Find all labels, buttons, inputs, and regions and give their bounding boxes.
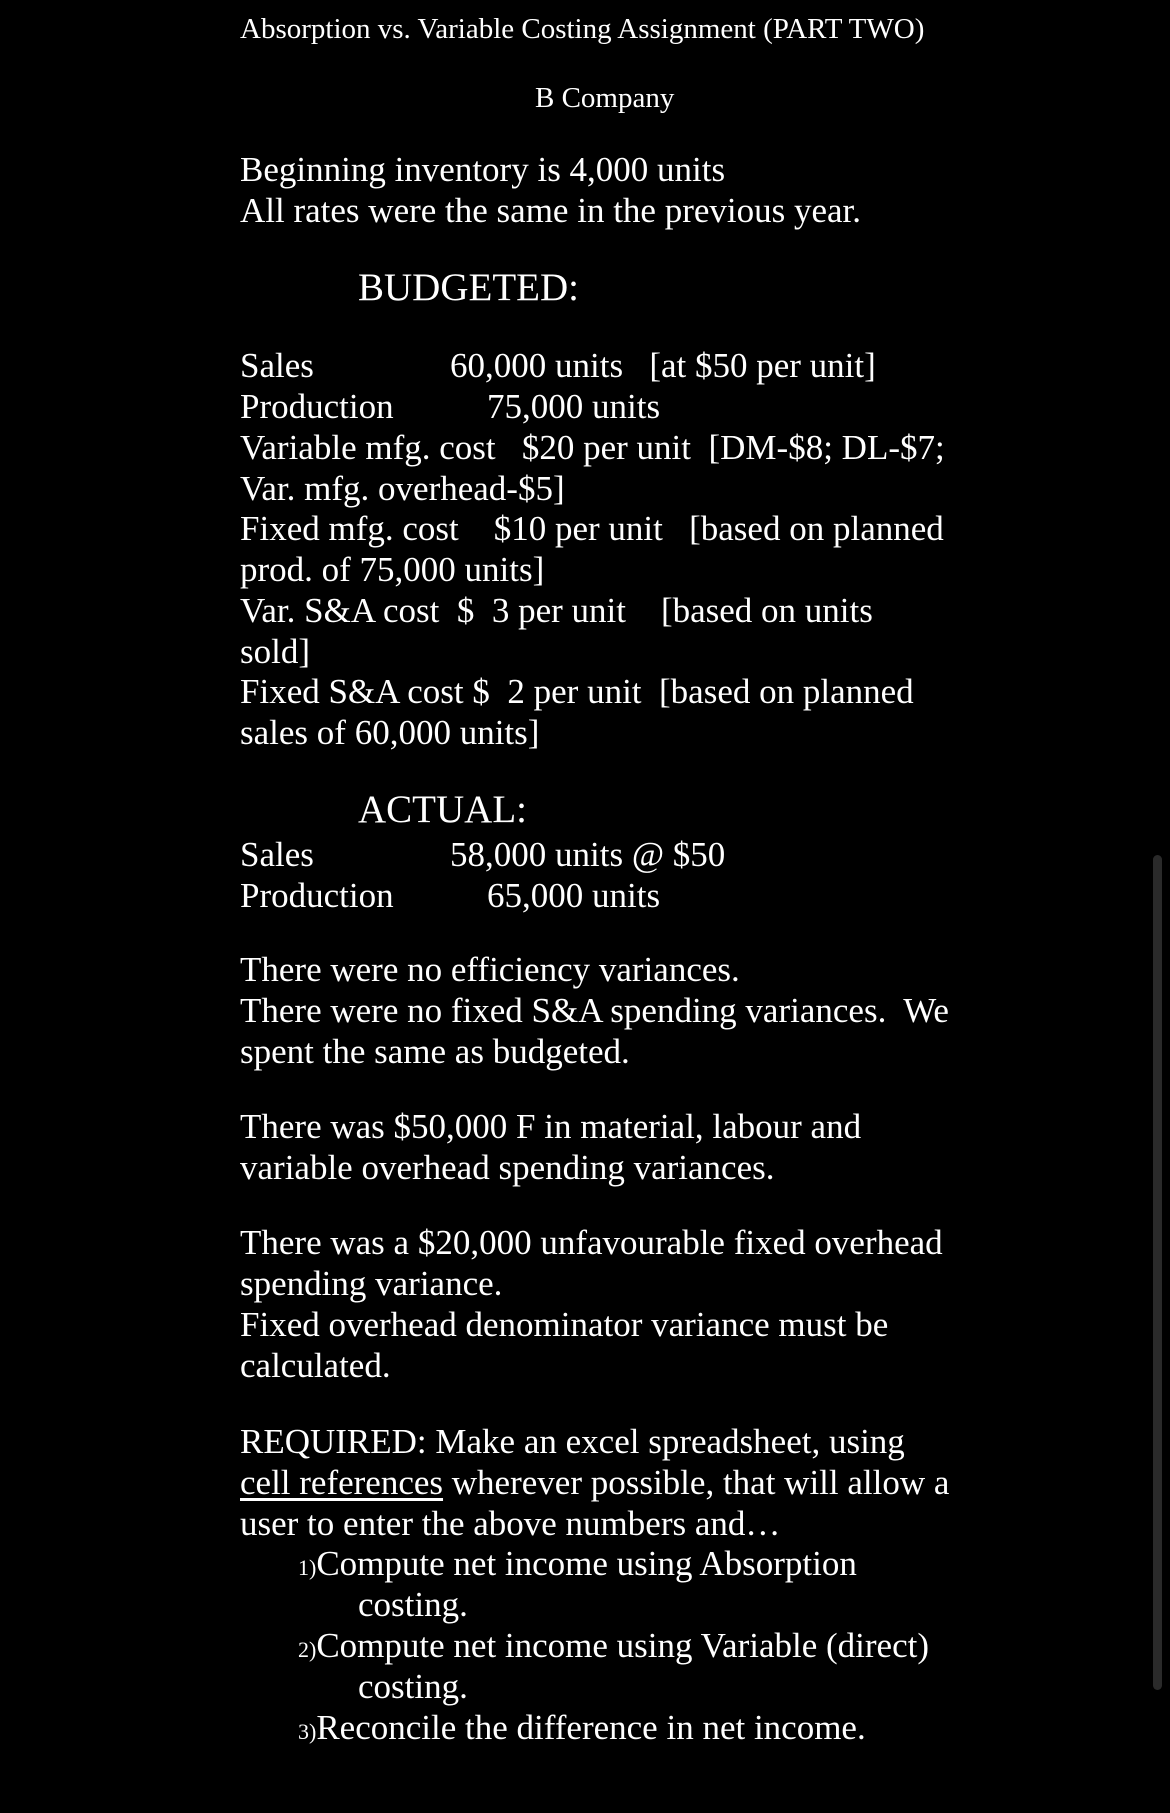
budgeted-production-value: 75,000 units	[487, 387, 661, 426]
budgeted-sales-label: Sales	[240, 346, 314, 385]
item-text: Compute net income using Variable (direct)	[316, 1626, 929, 1665]
item-number: 1)	[298, 1555, 317, 1580]
actual-sales-label: Sales	[240, 835, 314, 874]
intro-line: Beginning inventory is 4,000 units	[240, 150, 726, 189]
note-line: There were no efficiency variances.	[240, 950, 740, 989]
actual-production-label: Production	[240, 876, 394, 915]
required-item	[298, 1710, 866, 1745]
item-number: 3)	[298, 1719, 317, 1744]
required-line: user to enter the above numbers and…	[240, 1504, 781, 1543]
note-line: spending variance.	[240, 1264, 503, 1303]
intro-line: All rates were the same in the previous year.	[240, 191, 862, 230]
budgeted-sales-value: 60,000 units [at $50 per unit]	[450, 346, 876, 385]
variable-sa-cost-cont: sold]	[240, 632, 310, 671]
actual-sales-value: 58,000 units @ $50	[450, 835, 726, 874]
required-line-2-rest: wherever possible, that will allow a	[443, 1463, 950, 1502]
item-text: Reconcile the difference in net income.	[316, 1708, 866, 1747]
required-item	[298, 1546, 857, 1581]
actual-production-value: 65,000 units	[487, 876, 661, 915]
note-line: There was a $20,000 unfavourable fixed overhead	[240, 1223, 943, 1262]
note-line: There was $50,000 F in material, labour and	[240, 1107, 862, 1146]
document-title: Absorption vs. Variable Costing Assignment (PART TWO)	[240, 13, 925, 45]
note-line: spent the same as budgeted.	[240, 1032, 630, 1071]
company-name: B Company	[535, 82, 675, 114]
scrollbar[interactable]	[1153, 855, 1162, 1690]
required-line-2	[240, 1465, 949, 1500]
fixed-mfg-cost: Fixed mfg. cost $10 per unit [based on planned	[240, 509, 944, 548]
required-item-cont: costing.	[358, 1667, 468, 1706]
cell-references-text: cell references	[240, 1463, 444, 1502]
fixed-sa-cost-cont: sales of 60,000 units]	[240, 713, 540, 752]
budgeted-heading: BUDGETED:	[358, 266, 579, 309]
fixed-sa-cost: Fixed S&A cost $ 2 per unit [based on planned	[240, 672, 914, 711]
note-line: calculated.	[240, 1346, 391, 1385]
variable-sa-cost: Var. S&A cost $ 3 per unit [based on units	[240, 591, 873, 630]
required-item	[298, 1628, 929, 1663]
note-line: There were no fixed S&A spending variances. We	[240, 991, 949, 1030]
variable-mfg-cost: Variable mfg. cost $20 per unit [DM-$8; DL-$7;	[240, 428, 945, 467]
actual-heading: ACTUAL:	[358, 788, 527, 831]
fixed-mfg-cost-cont: prod. of 75,000 units]	[240, 550, 545, 589]
note-line: variable overhead spending variances.	[240, 1148, 775, 1187]
variable-mfg-cost-cont: Var. mfg. overhead-$5]	[240, 469, 565, 508]
item-number: 2)	[298, 1637, 317, 1662]
note-line: Fixed overhead denominator variance must be	[240, 1305, 889, 1344]
budgeted-production-label: Production	[240, 387, 394, 426]
item-text: Compute net income using Absorption	[316, 1544, 857, 1583]
required-item-cont: costing.	[358, 1585, 468, 1624]
required-line: REQUIRED: Make an excel spreadsheet, using	[240, 1422, 905, 1461]
